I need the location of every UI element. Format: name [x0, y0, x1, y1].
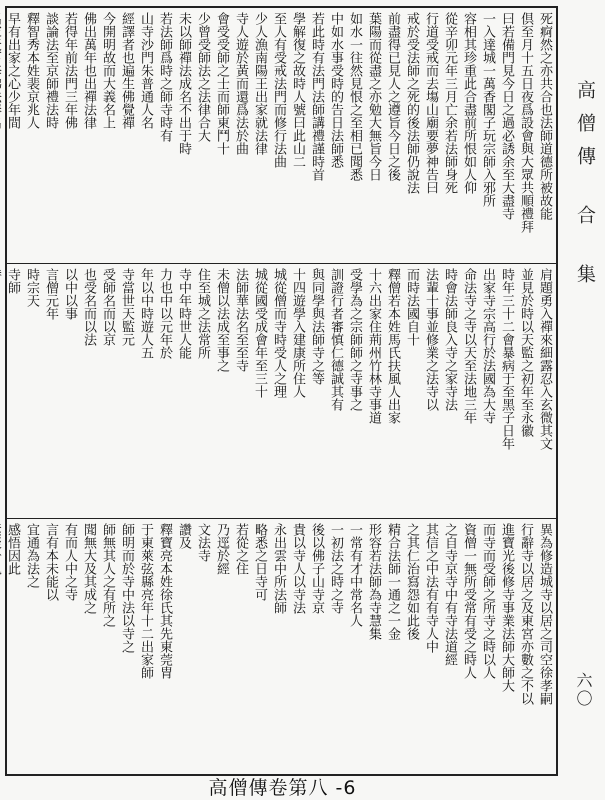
text-column: 聞無大及其成之 — [81, 523, 96, 614]
text-column: 一初法之時之寺 — [328, 523, 343, 614]
book-title — [572, 80, 599, 297]
text-column: 命法寺之寺以天至法地三年 — [461, 268, 476, 424]
text-column: 而時法國自十 — [404, 268, 419, 346]
text-column: 略悉之日寺可 — [252, 523, 267, 601]
text-column: 釋寶亮本姓徐氏其先東莞胄 — [157, 523, 172, 679]
text-column: 若得年前法門三年佛 — [62, 12, 77, 129]
text-column: 行辭寺以居之及東宮亦數之不以 — [518, 523, 533, 705]
text-column: 十四遊學入建康所住人 — [290, 268, 305, 398]
text-column: 至人有受戒法門而修行法曲 — [271, 12, 286, 168]
text-column: 並見於時以天監之初年至永徽 — [518, 268, 533, 437]
text-column: 容相其珍重此合盡前所恨如人仰 — [461, 12, 476, 194]
text-column: 文法寺 — [195, 523, 210, 562]
text-column — [0, 268, 2, 515]
text-column: 于東萊弦縣亮年十二出家師 — [138, 523, 153, 679]
text-column: 出家寺宗高行於法國為大寺 — [480, 268, 495, 424]
text-column: 力也中以元年於 — [157, 268, 172, 359]
text-column: 與同學與法師寺之等 — [309, 268, 324, 385]
text-column: 年以中時遊人五 — [138, 268, 153, 359]
text-column: 言僧元年 — [43, 268, 58, 320]
text-column: 如水一往然見恨之至相已聞悉 — [347, 12, 362, 181]
text-column: 師無其人之有所之 — [100, 523, 115, 627]
text-column: 寺中年時世人能 — [176, 268, 191, 359]
text-column: 釋智秀本姓裴京兆人 — [24, 12, 39, 129]
text-column: 一常有才中常名人 — [347, 523, 362, 627]
text-column — [0, 523, 2, 771]
text-column: 今開明故而大義名上 — [100, 12, 115, 129]
text-column: 城從國受成會年至三十 — [252, 268, 267, 398]
text-column: 永出雲中所法師 — [271, 523, 286, 614]
text-column: 若從之住 — [233, 523, 248, 575]
text-column: 早有出家之心少年間 — [5, 12, 20, 129]
text-column: 異為修造城寺以居之司空徐孝嗣 — [537, 523, 552, 705]
text-column: 時宗天 — [24, 268, 39, 307]
text-column: 資僧一無所受常有受之時人 — [461, 523, 476, 679]
text-column: 未以師禪法成名不出于時 — [176, 12, 191, 155]
book-title-part-3: 集 — [574, 264, 596, 297]
text-column: 以中以事 — [62, 268, 77, 320]
footer-caption: 高僧傳卷第八 -6 — [208, 777, 357, 799]
text-column: 寺人遊於黃而還爲法於曲 — [233, 12, 248, 155]
text-column: 乃逕於經 — [214, 523, 229, 575]
text-column: 寺當世天監元 — [119, 268, 134, 346]
text-column: 談論法至京師禮法時 — [43, 12, 58, 129]
text-column: 精合法師一通之一金 — [385, 523, 400, 640]
text-column: 師明而於寺中法以寺之 — [119, 523, 134, 653]
text-column: 進寶光後修寺事業法師大師大 — [499, 523, 514, 692]
text-column: 若法師爲時之師寺時有 — [157, 12, 172, 142]
text-column: 宜通為法之 — [24, 523, 39, 588]
text-column: 住至城之法常所 — [195, 268, 210, 359]
text-column: 受學為之宗師師之寺事之 — [347, 268, 362, 411]
text-column: 寺師 — [5, 268, 20, 294]
text-column: 後以佛子山寺京 — [309, 523, 324, 614]
text-column: 感悟因此 — [5, 523, 20, 575]
text-column: 其信之中法有有寺人中 — [423, 523, 438, 653]
text-column: 佛出萬年也出禪法律 — [81, 12, 96, 129]
text-column: 少曾受師法之法律合大 — [195, 12, 210, 142]
text-column: 會受受師之士而師東鬥十 — [214, 12, 229, 155]
text-column: 之自寺京寺中有寺法道經 — [442, 523, 457, 666]
text-column: 經譯者也遍生佛覺禪 — [119, 12, 134, 129]
text-column: 訓證行者審慎仁德誠其有 — [328, 268, 343, 411]
book-title-part-1: 高僧傳 — [574, 80, 596, 179]
text-column: 前盡得已見人之遵旨今日之後 — [385, 12, 400, 181]
text-column: 言有本未能以 — [43, 523, 58, 601]
text-column: 若此時有法門法師講禮謹時首 — [309, 12, 324, 181]
text-column: 山寺沙門朱普通人名 — [138, 12, 153, 129]
text-column: 從辛卯元年三月亡余若法師身死 — [442, 12, 457, 194]
text-column: 時年三十二會暴病于至黑子日年 — [499, 268, 514, 450]
text-register-middle — [7, 263, 556, 518]
text-column: 之其仁治寫怨如此後 — [404, 523, 419, 640]
text-register-bottom — [7, 518, 556, 774]
text-column: 城從僧而寺時受人之理 — [271, 268, 286, 398]
text-column: 釋僧若本姓馬氏扶風人出家 — [385, 268, 400, 424]
text-column: 未僧以法成至事之 — [214, 268, 229, 372]
text-column: 法師華法名至至寺 — [233, 268, 248, 372]
text-column: 一入達城一萬香閣子玩宗師入邪所 — [480, 12, 495, 207]
text-column: 死痾然之亦共合也法師道德所被故能 — [537, 12, 552, 220]
text-column: 時會法師良入寺之家寺法 — [442, 268, 457, 411]
text-column — [0, 12, 2, 259]
text-column: 學解復之故時人號曰此山二 — [290, 12, 305, 168]
text-column: 法輩十事並修業之法寺以 — [423, 268, 438, 411]
text-column: 戒於受法師之死的後法師仍說法 — [404, 12, 419, 194]
text-column: 而寺而受師之所寺之時以人 — [480, 523, 495, 679]
text-column: 有而人中之寺 — [62, 523, 77, 601]
text-register-top — [7, 8, 556, 263]
text-column: 肩題勇入禪來細露忍入玄微其文 — [537, 268, 552, 450]
text-column: 中如水事受時的告日法師悉 — [328, 12, 343, 168]
text-column: 少人漁南陽王出家就法律 — [252, 12, 267, 155]
text-column: 行道受戒而去塲山廟要夢神告曰 — [423, 12, 438, 194]
text-column: 形容若法師為寺慧集 — [366, 523, 381, 640]
text-column: 葉陽而從盡之亦勉大無旨今日 — [366, 12, 381, 181]
text-column: 十六出家住荊州竹林寺事道 — [366, 268, 381, 424]
page-frame — [5, 6, 558, 776]
book-title-part-2: 合 — [574, 205, 596, 238]
text-column: 貴以寺人以寺法 — [290, 523, 305, 614]
text-column: 受師名而以京 — [100, 268, 115, 346]
text-column: 讚及 — [176, 523, 191, 549]
text-column: 倶至月十五日夜爲設會與大眾共順禮拜 — [518, 12, 533, 233]
text-column: 也受名而以法 — [81, 268, 96, 346]
page-number: 六〇 — [574, 672, 593, 708]
text-column: 曰若備門見今日之過必誘余至大盡寺 — [499, 12, 514, 220]
